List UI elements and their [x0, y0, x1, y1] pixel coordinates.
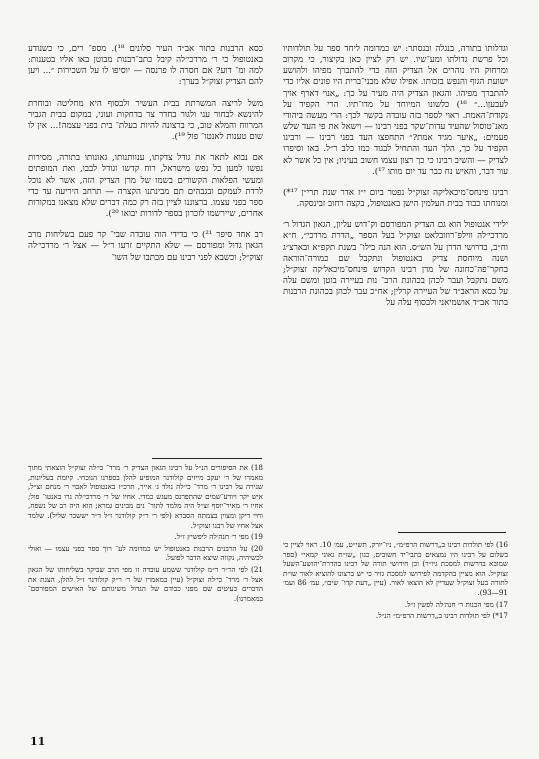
footnotes-right: [283, 540, 508, 623]
footnote: 17) מפי הכנות ר׳ חנה׳לה לפשין ז״ל.: [404, 599, 508, 609]
footnote: 18) את הסיפורים הנ״ל על רבינו הגאון הצדיק ר׳ מרד־ כי׳לה זצוק״ל הוצאתי מתוך מאמרו של ר׳ יעקב מייזים קולודנר המופיע להלן בספרנו הנוכחי. קיומת בעליונות, שנירה על רבינו ר׳ מרד־ כי׳לה נולד ג׳ אייר, תרכ״ז באנטופול לאבוי ר׳ מנחם זצ״ל, איש יקר ויודע־שמים שהתפרנס מעגש כמדי. אחיו של ר׳ מרדכי׳לה גרו באנטו־ פול; אחיו ר׳ מאיר־יוסף זצ״ל היה מלמד לתור־ נים מבינים גמרא; הוא היה רב של נשפח, וחיי דיקן ומצוין בצמתה הסברא (לפי ר׳ ר״ק קולודנר ז״ל ד״ר יששכר שליל). שלמד אצל אחיו של רבנו זצוק״ל.: [28, 463, 263, 530]
paragraph: אם נבוא לתאר את גודל צדקתו, ענוותנותו, גאונותו בתורה, מסירות נפשו למען כל נפש מישראל, רוח קדשו וגודל לבבו, ואת המופתים ומעשי הפלאות הקשורים בשמו של מרן הצדיק הזה, אשר לא נוכל לרדת לעמקם ובגבהים תם מבינתנו הקצרה — תרחב היריעה עד כדי ספר בפני עצמו. ברצוננו לציין בזה רק כמה דברים שלא מצאנו במקורות אחרים, שיירשמו לזכרון בספר לדורות יבואו ²⁰).: [28, 153, 263, 220]
footnote: 19) מפי ר׳ חנה׳לה ליפשיץ ז״ל.: [174, 532, 263, 542]
footnote: 20) על הרבנים הרבנות באנטופול יש כמדומה לע־ רוך ספר בפני עצמו — ואולי לכשיהיה, נקווה שיצא הדבר לפועל.: [28, 543, 263, 563]
left-main-column: [28, 44, 263, 274]
footnote: 17*) לפי תולדות רבינו ב„דרשות הרפ״מ״ הנ״ל.: [375, 611, 508, 621]
paragraph: משל לריצה המשרתת בבית העשיר ולבסוף היא מחליטה ובוחרת להינשא לבחור עני ולגור בחדר צר בדחקות ועוני, במקום בבית הגביר המרווח והמלא טוב, כי ברצונה להיות בעלת־ בית בפני עצמה!... אין לו שום טענות לאנטו־ פול ¹⁹).: [28, 98, 263, 143]
footnote: 21) לפי הר״ר ר״מ קולודנר ששמע עובדה זו מפי הרב שביקר בשליחותו של הגאון אצל ר׳ מרד־ כי׳לה זצוק״ל (עיין במאמרו של ר׳ ר״ק קולודנר ז״ל להלן, הצגת את הדברים כעיטים שם מפני כבודם של הגדול משיגותם של האישים המפורסם־ במאמרנו).: [28, 564, 263, 603]
footnotes-left: [28, 463, 263, 605]
footnote: 16) לפי תולדות רבינו ב„דרשות הרפ״מ״, ניו־יורק, תשי״ט, עמ׳ 10. ראוי לציין כי בשלום על רבינו היו נמצאים כתבי־יד חשובים, כגון „שו״ת גאוני קמאי״ (ספר שמובא בדרשות למסכת גיו״ר) וכן חידושי תורה של רבינו בהדרת־יהושע־השעל זצוק״ל. הוא מציין בהקדמה לפירושו למסכת גזיר כי יש ברצונו להוציא לאור שו״ת לתורה בעל זצוק״ל שעדיין לא הוצאו לאור. (עיין „דעת קדו־ שים״, עמ׳ 86 ועמ׳ 91—93).: [283, 540, 508, 597]
paragraph: רבינו פינחס־מיכאליקה זצוק״ל נפטר ביום י״ז אדר שנת תרי״ן ¹⁷*) ומנוחתו כבוד בבית העלמין הישן באנטופול, בקצה רחוב זבינסקה.: [283, 187, 508, 210]
footnote-divider: [398, 532, 506, 533]
paragraph: וגדלותו בתורה, בנגלה ובנסתר: יש כמדומה ליחד ספר על תולדותיו וכל פרשת גדולתו ומע־שיו. יש רק לציין כאן בקיצור, כי מקרוב ומרחוק היו נוהרים אל הצדיק הזה כדי להתברך מפיהו ולהושע ישועת הגוף והנפש בזכותו. אפילו שלא מבני־ברית היו פונים אליו כדי להתברך מפיהו. והגאון הצדיק היה מעיר על כך: „אנוי דארף אויך לעבעןו...״ ¹⁶) כלשונו המיוחד על מדו־תיו. הרי הקפיד על נקודת־האמת. ראוי לספר בזה עובדה בקשר לכך: הרי מעשה ביהודי מאנ־טוסול שהעיד עדות־שקר בפני רבינו — וישאל את פי העד שלש פעמים: „איער מגיד אמת?״ התחפצו העד בפני רבינו — ורבינו הקפיד על כך, הלך העד והתחיל לבגוד כמו כלב ר״ל. באו וסיפרו לצדיק — והשיב רבינו כי כך רצון עצמו חשוב בעיניו; אין כל אשר לא עור דבר, והאיש נח כבר עד יום מותו ¹⁷).: [283, 44, 508, 177]
paragraph: ילידי אנטופול הוא גם הצדיק המפורסם וק־דוש עליון, הגאון הגדול ר׳ מרדכי׳לה ווילפ־רוזובלאט זצוק״ל בעל הספר „הדרת מרדכי״, ח״א וח״ב, בדרושי הדרן על הש״ס. הוא הנה בילו־ בשנת תקפ״א ובארצ״ג ושנה מיוחסת צדיק באנטופול ונתקבל שם כמורה־הוראה בחקר־פה־כחונה של מרן רבינו הקדוש פינחס־מיכאל׳קה זצוק״ל; משם נתקבל ועבר לכהן בכהונת הרב־ נות בעיירה בוטן ומשם עלה על כסא הראב״ד של העיירה קרלין; אח״כ עבר לכהן בכהונת הרבנות בתור אב״ד אושמיאני ולבסוף עלה על: [283, 220, 508, 309]
paragraph: רב אחד סיפר ²¹) כי בדידי הוה עובדה שבי־ קר פעם בשליחות מרב הגאון גדול ומפורסם — שלא התקיים זרעו ר״ל — אצל ר׳ מרדכי׳לה זצוק״ל; וכשבא לפני רבינו עם מכתבו של השו־: [28, 230, 263, 263]
footnote-divider: [152, 458, 262, 459]
paragraph: כסא הרבנות בתור אב״ד העיר סלונים ¹⁸). מספ־ רים, כי כשנודע באנטופול כי ר׳ מרדכי׳לה קיבל כתב־רבנות מבוטן באו אליו בטענות: למה ומ־ דוע? אם חסרה לו פרנסה — יוסיפו לו על השכירות ״... ויען להם הצדיק זצוק״ל בערך:: [28, 44, 263, 88]
page-number: 11: [30, 735, 46, 748]
right-main-column: [283, 44, 508, 319]
